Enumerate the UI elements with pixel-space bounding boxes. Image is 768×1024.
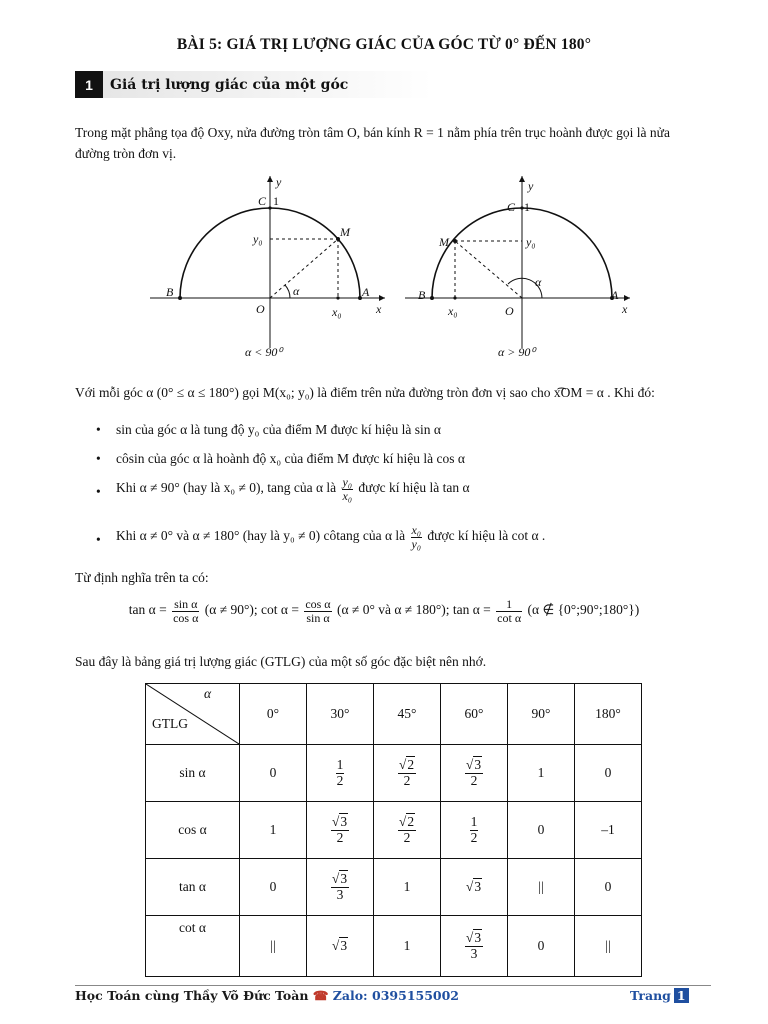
page-number: 1	[674, 988, 689, 1003]
bullet-cot-text	[116, 524, 545, 550]
table-cell: 1	[508, 745, 575, 802]
table-cell: 1	[240, 802, 307, 859]
right-x-axis-label: x	[622, 302, 628, 316]
table-header-row	[146, 684, 642, 745]
right-caption: α > 90⁰	[498, 345, 536, 359]
value-fraction: $\frac{√2}{2}$	[398, 757, 415, 788]
value-fraction: $\frac{√3}{2}$	[465, 757, 482, 788]
right-y-axis-label: y	[528, 179, 534, 193]
value-fraction: $\frac{√2}{2}$	[398, 814, 415, 845]
derive-text: Từ định nghĩa trên ta có:	[75, 570, 209, 585]
table-cell: ||	[240, 916, 307, 977]
intro-line-2: đường tròn đơn vị.	[75, 146, 177, 161]
table-cell	[374, 745, 441, 802]
section-title: Giá trị lượng giác của một góc	[110, 77, 349, 93]
table-cell: 0	[508, 802, 575, 859]
formula-line	[0, 598, 768, 624]
table-cell: 0	[575, 859, 642, 916]
table-cell	[441, 916, 508, 977]
angle-header: 60°	[441, 684, 508, 745]
table-cell: √3	[441, 859, 508, 916]
intro-paragraph	[75, 122, 715, 164]
table-cell	[307, 802, 374, 859]
corner-gtlg: GTLG	[152, 716, 188, 731]
table-cell	[441, 802, 508, 859]
right-point-m: M	[439, 235, 449, 249]
table-cell: 1	[374, 859, 441, 916]
left-point-b: B	[166, 285, 174, 299]
right-x0-label: x₀	[448, 304, 458, 318]
footer-page	[630, 988, 689, 1003]
definition-intro: Với mỗi góc α (0° ≤ α ≤ 180°) gọi M(x₀; y₀) là điểm trên nửa đường tròn đơn vị sao cho x͡OM = α . Khi đó:	[75, 385, 655, 400]
table-cell: 0	[240, 745, 307, 802]
function-label: tan α	[146, 859, 240, 916]
formula-frac-2	[304, 598, 331, 624]
table-cell: 0	[240, 859, 307, 916]
table-cell	[374, 802, 441, 859]
table-row	[146, 859, 642, 916]
table-cell	[307, 859, 374, 916]
table-cell	[307, 745, 374, 802]
angle-header: 45°	[374, 684, 441, 745]
left-point-c: C	[258, 194, 267, 208]
angle-header: 30°	[307, 684, 374, 745]
table-row	[146, 802, 642, 859]
tan-fraction	[342, 476, 354, 502]
formula-cond-3: (α ∉ {0°;90°;180°})	[527, 602, 640, 618]
table-cell: –1	[575, 802, 642, 859]
formula-frac-3-num: 1	[496, 598, 522, 612]
tan-fraction-den: x₀	[342, 488, 353, 503]
formula-frac-1	[172, 598, 199, 624]
right-point-o: O	[505, 304, 514, 318]
angle-header: 90°	[508, 684, 575, 745]
left-point-m: M	[340, 225, 350, 239]
page-title: BÀI 5: GIÁ TRỊ LƯỢNG GIÁC CỦA GÓC TỪ 0° ĐẾN 180°	[176, 36, 592, 53]
formula-frac-1-num: sin α	[174, 597, 198, 611]
right-alpha-label: α	[535, 275, 542, 289]
value-fraction: $\frac{1}{2}$	[336, 757, 344, 788]
formula-cond-2: (α ≠ 0° và α ≠ 180°); tan α =	[336, 602, 491, 618]
figure-left	[150, 175, 385, 359]
table-cell: 0	[508, 916, 575, 977]
value-fraction: $\frac{√3}{3}$	[465, 930, 482, 961]
unit-semicircle-figures	[130, 168, 640, 368]
corner-diagonal	[146, 684, 239, 744]
cot-fraction-den: y₀	[411, 536, 422, 551]
cot-fraction	[411, 524, 423, 550]
left-x0-label: x₀	[332, 305, 342, 319]
function-label: cos α	[146, 802, 240, 859]
formula-part-1: tan α =	[128, 602, 167, 618]
right-point-a: A	[611, 288, 619, 302]
table-cell: ||	[508, 859, 575, 916]
bullet-tan-pre: Khi α ≠ 90° (hay là x₀ ≠ 0), tang của α là	[116, 480, 337, 496]
right-point-c: C	[507, 200, 516, 214]
table-cell: 1	[374, 916, 441, 977]
bullet-sin-text: sin của góc α là tung độ y₀ của điểm M được kí hiệu là sin α	[116, 422, 441, 437]
formula-cond-1: (α ≠ 90°); cot α =	[204, 602, 299, 618]
bullet-tan-text	[116, 476, 470, 502]
tan-fraction-num: y₀	[342, 475, 353, 489]
intro-line-1: Trong mặt phẳng tọa độ Oxy, nửa đường tròn tâm O, bán kính R = 1 nằm phía trên trục hoành được gọi là nửa	[75, 125, 670, 140]
bullet-cot-pre: Khi α ≠ 0° và α ≠ 180° (hay là y₀ ≠ 0) côtang của α là	[116, 528, 406, 544]
figure-right	[405, 176, 630, 359]
table-intro: Sau đây là bảng giá trị lượng giác (GTLG) của một số góc đặc biệt nên nhớ.	[75, 654, 487, 669]
trig-values-table	[145, 683, 642, 977]
page-label: Trang	[630, 988, 671, 1003]
phone-icon: ☎	[312, 988, 329, 1003]
footer-zalo: Zalo: 0395155002	[332, 988, 460, 1003]
left-point-a: A	[362, 285, 370, 299]
left-x-axis-label: x	[376, 302, 382, 316]
right-y0-label: y₀	[526, 235, 536, 249]
table-row	[146, 916, 642, 977]
left-point-o: O	[256, 302, 265, 316]
footer-divider	[75, 985, 711, 986]
left-y-axis-label: y	[276, 175, 282, 189]
formula-frac-1-den: cos α	[173, 610, 199, 625]
value-fraction: $\frac{√3}{2}$	[331, 814, 348, 845]
angle-header: 0°	[240, 684, 307, 745]
formula-frac-3	[496, 598, 522, 624]
table-corner-cell	[146, 684, 240, 745]
table-cell	[441, 745, 508, 802]
bullet-dot: •	[96, 532, 101, 547]
formula-frac-2-den: sin α	[306, 610, 330, 625]
formula-frac-2-num: cos α	[305, 597, 331, 611]
left-caption: α < 90⁰	[245, 345, 283, 359]
table-row	[146, 745, 642, 802]
bullet-tan-post: được kí hiệu là tan α	[358, 480, 470, 496]
section-number: 1	[75, 71, 103, 98]
formula-frac-3-den: cot α	[497, 610, 522, 625]
function-label: sin α	[146, 745, 240, 802]
corner-alpha: α	[204, 686, 212, 701]
bullet-dot: •	[96, 422, 101, 437]
left-alpha-label: α	[293, 284, 300, 298]
bullet-cos-text: côsin của góc α là hoành độ x₀ của điểm M được kí hiệu là cos α	[116, 451, 465, 466]
bullet-cot-post: được kí hiệu là cot α .	[427, 528, 546, 544]
table-cell: ||	[575, 916, 642, 977]
left-y0-label: y₀	[253, 232, 263, 246]
value-fraction: $\frac{√3}{3}$	[331, 871, 348, 902]
angle-header: 180°	[575, 684, 642, 745]
function-label: cot α	[146, 916, 240, 977]
table-cell: 0	[575, 745, 642, 802]
bullet-dot: •	[96, 484, 101, 499]
footer-left	[75, 988, 459, 1003]
right-one-label: 1	[524, 200, 530, 214]
bullet-dot: •	[96, 451, 101, 466]
table-cell: √3	[307, 916, 374, 977]
right-point-b: B	[418, 288, 426, 302]
cot-fraction-num: x₀	[411, 523, 422, 537]
footer-author: Học Toán cùng Thầy Võ Đức Toàn	[75, 988, 309, 1003]
value-fraction: $\frac{1}{2}$	[470, 814, 478, 845]
left-one-label: 1	[273, 194, 279, 208]
